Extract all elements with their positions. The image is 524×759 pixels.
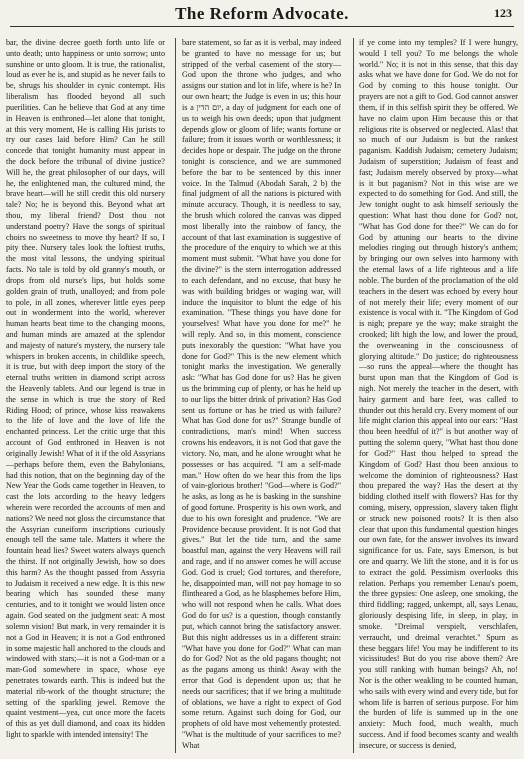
column-2-text: bare statement, so far as it is verbal, may indeed be granted to have no message for us; but stripped of the verbal casement of the story—God upon the throne who judges, and who assigns our station and lot in life, where is he? In our own heart; the Judge is even in us; this hour is a יום הדין, a day of judgment for each one of us to weigh his own deeds; upon that judgment depends glow or gloom of life; wants fortune or failure; from it issues worth or worthlessness; it decides hope or despair. The judge on the throne tonight is conscience, and we are summoned before the bar to be sentenced by this inner voice. In the Talmud (Abodah Sarah, 2 b) the final judgment of all the nations is pictured with minute accuracy. Though, it is needless to say, the brush which colored the canvas was dipped most liberally into the rainbow of fancy, the account of that last examination is suggestive of the procedure of the enquiry to which we at this moment must submit. "What have you done for the divine?" is the stern interrogation addressed to each defendant, and no excuse, that busy he was with building bridges or waging war, will induce the inquisitor to blunt the edge of his examination. "These things you have done for yourselves! What have you done for me?" he will reply. And so, in this moment, conscience puts inexorably the question: "What have you done for God?" This is the new element which tonight marks the investigation. We generally ask: "What has God done for us? Has he given us the brimming cup of plenty, or has he held up to our lips the bitter drink of privation? Has God sent us fortune or has he tried us with failure? What has God done for us?" Strange bundle of contradictions, man's mind! When success crowns his endeavors, it is not God that gave the victory. No, man, and he alone wrought what he possesses or has acquired. "I am a self-made man." How often do we hear this from the lips of vain-glorious brother! "God—where is God?" he asks, as long as he is basking in the sunshine of good fortune. Prosperity is his own work, and due to his own foresight and prudence. "We are Providence because provident. It is not God that gives." But let the tide turn, and the same boastful man, against the very Heavens will rail and rage, and if no answer comes he will accuse God. God is cruel; God tortures, and therefore, he, disappointed man, will not pay homage to so flintheared a God, as he blasphemes before Him, who will not respond when he calls. What does God do for us? is a question, though constantly put, which cannot bring the satisfactory answer. But this night addresses us in a different strain: "What have you done for God?" What can man do for God? Not as the old pagans thought; not as the pagans among us think! Away with the error that God is dependent upon us; that he needs our sacrifices; that if we bring a multitude of oblations, we have a right to expect of God some return. Against such doing for God, our prophets of old have most vehemently protested. "What is the multitude of your sacrifices to me? What: [182, 38, 341, 750]
text-column-1: [6, 38, 165, 741]
column-1-text: bar, the divine decree goeth forth unto life or unto death; unto happiness or unto sorrow; unto sunshine or unto gloom. It is true, the rationalist, loud as ever he is, and stupid as he never fails to be, shrugs his shoulder in cynic contempt. His liberalism has flooded beyond all such puerilities. Can he believe that God at any time in Heaven is enthroned—let alone that tonight, at this very moment, He is calling His jurists to try our cases laid before Him? Can he still concede that tonight humanity must appear in the dock before the tribunal of divine justice? Will he, the great philosopher of our days, will he, the enlightened man, the cultured mind, the brave heart—will he still credit this old nursery tale? No; he is beyond this. Beyond what art thou, my liberal friend? Dost thou not understand poetry? Have the songs of spiritual choirs no sweetness to move thy heart? If so, I pity thee. Nursery tales look the loftiest truths, the most vital lessons, the undying spiritual facts. No tale is told by old granny's mouth, or drops from old nurse's lips, but holds some golden grain of truth, unalloyed; and from pole to pole, in all zones, wherever little eyes peep out in wonderment into the world, wherever human hearts beat time to the changing moons, and human minds are amazed at the splendor and majesty of nature's mystery, the nursery tale whispers in broken accents, in childlike speech, it is true, but with deep import the story of the eternal truths written in diamond script across the Heavenly tablets. And our legend is true in the sense in which is true the story of Red Riding Hood; of prince, whose kiss reawakens to the life of love and the love of life the enchanted princess. Let the critic urge that this account of God enthroned in Heaven is not originally Jewish! What of it if the old Assyrians—perhaps before them, even the Babylonians, had this notion, that on the beginning day of the New Year the Gods came together in Heaven, to cast the lots according to the heavy ledgers wherein were recorded the accounts of men and nations? We need not gloss the circumstance that the Assyrian cuneiform inscriptions curiously enough tell the same tale. Matters it where the fountain head lies? Sweet waters always quench the thirst. If not originally Jewish, how so does this harm? As the thought passed from Assyria to Judaism it received a new edge. It is this new bearing which has sounded these many centuries, and to it tonight we would listen once again. God seated on the judgment seat: A most solemn vision! But mark, in very remainder it is not a God in Heaven; it is not a God enthroned in some majestic hall anchored to the clouds and windowed with stars;—it is not a God-man or a man-God somewhere in space, whose eye penetrates towards earth. This is indeed but the material rib-work of the thought structure; the setting of the sparkling jewel. Remove the quaint vestment—yea, cut once more the facets of this as yet dull diamond, and coax its hidden light to sparkle with intended intensity! The: [6, 38, 165, 739]
text-column-3: [359, 38, 518, 752]
text-column-2: [182, 38, 341, 752]
page-header: [0, 0, 524, 28]
page-number: 123: [494, 6, 512, 20]
column-divider-1: [175, 38, 176, 753]
masthead-title: The Reform Advocate.: [175, 4, 349, 23]
column-divider-2: [353, 38, 354, 753]
header-rule: [10, 26, 514, 27]
column-3-text: if ye come into my temples? If I were hungry, would I tell you? To me belongs the whole world." No; it is not in this sense, that this day asks what we have done for God. We do not for God by coming to this house tonight. Our prayers are not a gift to God. God cannot answer them, if in this selfish spirit they be offered. We have no claim upon Him because this or that religious rite is observed or neglected. Alas! that so much of our Judaism is but the rankest paganism. Kaddish Judaism; cemetery Judaism; Judaism of superstition; Judaism of feast and fast; Judaism merely observed by proxy—what is it but paganism? Not in this wise are we expected to do something for God. And still, the Jew tonight ought to ask himself seriously the question: What hast thou done for God? not, "What has God done for thee?" We can do for God by attuning our hearts to the divine melodies ringing out through history's anthem; by bringing our own selves into harmony with the eternal laws of a life righteous and a life noble. The burden of the proclamation of the old teachers in the desert was echoed by every hour of not merely their life; every moment of our existence is vocal with it. "The Kingdom of God is nigh; prepare ye the way; make straight the crooked; lift high the low, and lower the proud, the overweaning in the consciousness of glorying altitude." Do justice; do righteousness—so runs the appeal—where the thought has burst upon man that the Kingdom of God is nigh. Not merely the teacher in the desert, with hairy garment and bare feet, was called to thunder out this herald cry. Every moment of our life might clarion this appeal into our ears: "Hast thou been heedful of it?" is but another way of putting the solemn query, "What hast thou done for God?" Hast thou helped to spread the Kingdom of God? Hast thou been anxious to welcome the dominion of righteousness? Hast thou prepared the way? Has the desert at thy bidding clothed itself with flowers? Has for thy coming, misery, oppression, slavery taken flight or struck new poisoned roots? It is then also clear that upon this fundamental question hinges our own fate, for the answer involves its inward significance for us. Fate, says Emerson, is but ore and quarry. We lift the stone, and it is for us to extract the gold. Pessimism overlooks this relation. Perhaps you remember Lenau's poem, the three gypsies: One asleep, one smoking, the third fiddling; ragged, unkempt, all, says Lenau, gloriously despising life, in sleep, in play, in smoke. "Dreimal verspielt, verschlafen, verraucht, und dreimal verachtet." Spurn as these beggars life! You may be indifferent to its vicissitudes! But do you rise above them? Are you still ranking with human beings? Ah, no! Nor is the other weakling to be counted human, who sails with every wind and every tide, but for whom life is barren of serious purpose. For him the burden of life is summed up in the one anxiety: Much food, much wealth, much success. And if food becomes scanty and wealth insecure, or success is denied,: [359, 38, 518, 750]
